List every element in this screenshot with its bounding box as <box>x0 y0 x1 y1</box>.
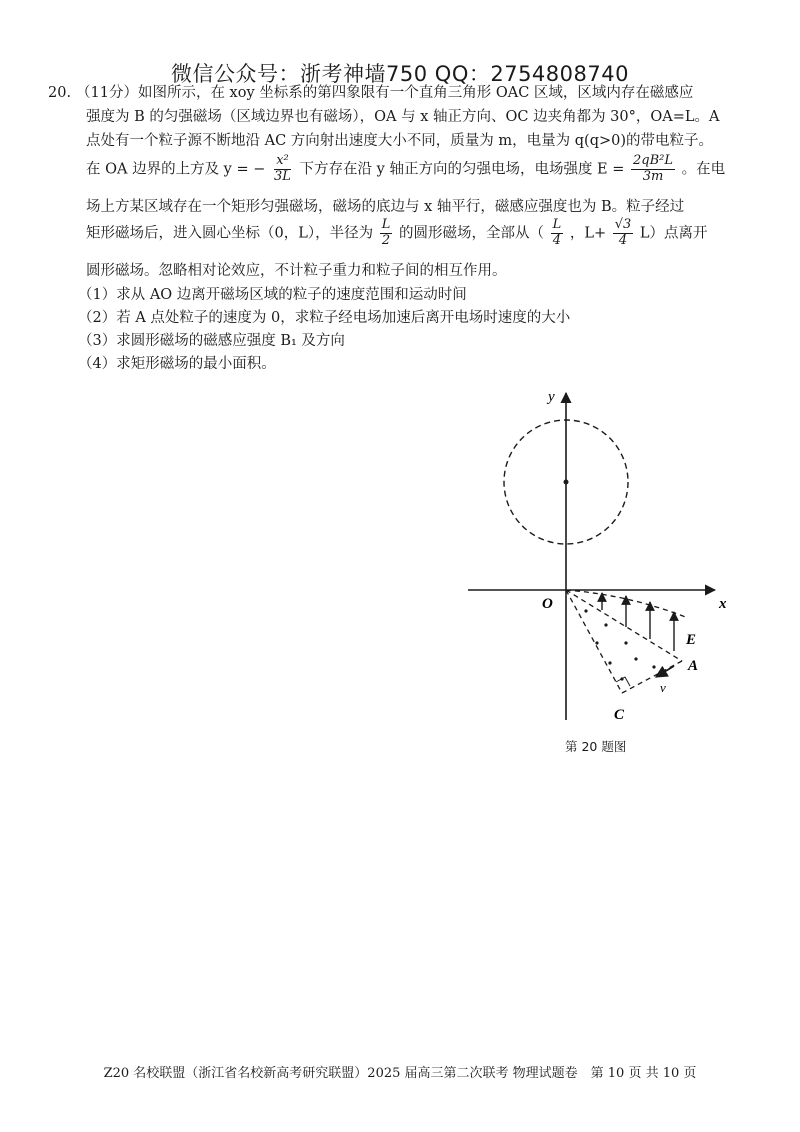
frac2-denominator: 3m <box>642 168 664 184</box>
fraction-sqrt3-over-4 <box>613 218 634 249</box>
question-line-7: 圆形磁场。忽略相对论效应，不计粒子重力和粒子间的相互作用。 <box>86 263 507 279</box>
line4-text-c: 。在电 <box>681 161 726 178</box>
frac2-denominator: 4 <box>552 232 562 248</box>
fraction-x2-over-3L <box>272 154 293 185</box>
edge-OA <box>566 590 682 661</box>
edge-OC <box>566 590 622 693</box>
figure-caption: 第 20 题图 <box>565 739 627 754</box>
line4-text-b: 下方存在沿 y 轴正方向的匀强电场，电场强度 E = <box>299 161 625 178</box>
question-line-4 <box>86 154 725 185</box>
frac-denominator: 2 <box>381 232 391 248</box>
velocity-arrow <box>656 666 674 677</box>
question-line-2: 强度为 B 的匀强磁场（区域边界也有磁场），OA 与 x 轴正方向、OC 边夹角都为 30°，OA=L。A <box>86 109 720 125</box>
label-A: A <box>688 658 699 674</box>
question-line-1: （11分）如图所示，在 xoy 坐标系的第四象限有一个直角三角形 OAC 区域，区域内存在磁感应 <box>76 85 694 101</box>
line4-text-a: 在 OA 边界的上方及 y = − <box>86 161 266 178</box>
frac1-numerator: x² <box>276 153 289 168</box>
frac2-numerator: L <box>552 217 562 232</box>
magnetic-field-dots <box>584 609 655 680</box>
subquestion-2: （2）若 A 点处粒子的速度为 0，求粒子经电场加速后离开电场时速度的大小 <box>78 310 571 326</box>
label-x: x <box>719 596 727 612</box>
subquestion-4: （4）求矩形磁场的最小面积。 <box>78 356 276 372</box>
page-footer: Z20 名校联盟（浙江省名校新高考研究联盟）2025 届高三第二次联考 物理试题卷 第 10 页 共 10 页 <box>103 1066 697 1081</box>
watermark-header: 微信公众号：浙考神墙750 QQ：2754808740 <box>171 62 629 86</box>
frac3-numerator: √3 <box>614 217 632 232</box>
label-C: C <box>614 707 625 723</box>
label-v: v <box>660 680 666 695</box>
line6-text-d: L）点离开 <box>639 225 708 242</box>
question-line-3: 点处有一个粒子源不断地沿 AC 方向射出速度大小不同，质量为 m，电量为 q(q>0)的带电粒子。 <box>86 133 714 149</box>
frac2-numerator: 2qB²L <box>633 153 674 168</box>
subquestion-3: （3）求圆形磁场的磁感应强度 B₁ 及方向 <box>78 333 345 349</box>
label-E: E <box>686 632 697 648</box>
label-origin: O <box>542 596 553 612</box>
parabola-boundary <box>566 590 688 618</box>
question-line-6 <box>86 218 708 249</box>
line6-text-b: 的圆形磁场，全部从（ <box>398 225 544 242</box>
frac1-denominator: 3L <box>274 168 291 184</box>
physics-diagram <box>460 385 760 730</box>
circle-center-dot <box>564 480 569 485</box>
line6-text-a: 矩形磁场后，进入圆心坐标（0，L），半径为 <box>86 225 374 242</box>
question-number: 20. <box>48 85 72 101</box>
subquestion-1: （1）求从 AO 边离开磁场区域的粒子的速度范围和运动时间 <box>78 287 467 303</box>
line6-text-c: ，L+ <box>569 225 607 242</box>
label-y: y <box>548 389 555 405</box>
question-line-5: 场上方某区域存在一个矩形匀强磁场，磁场的底边与 x 轴平行，磁感应强度也为 B。粒子经过 <box>86 199 685 215</box>
fraction-L-over-4 <box>551 218 564 249</box>
fraction-L-over-2 <box>380 218 393 249</box>
frac3-denominator: 4 <box>618 232 628 248</box>
frac-numerator: L <box>381 217 391 232</box>
fraction-field-strength <box>631 154 675 185</box>
